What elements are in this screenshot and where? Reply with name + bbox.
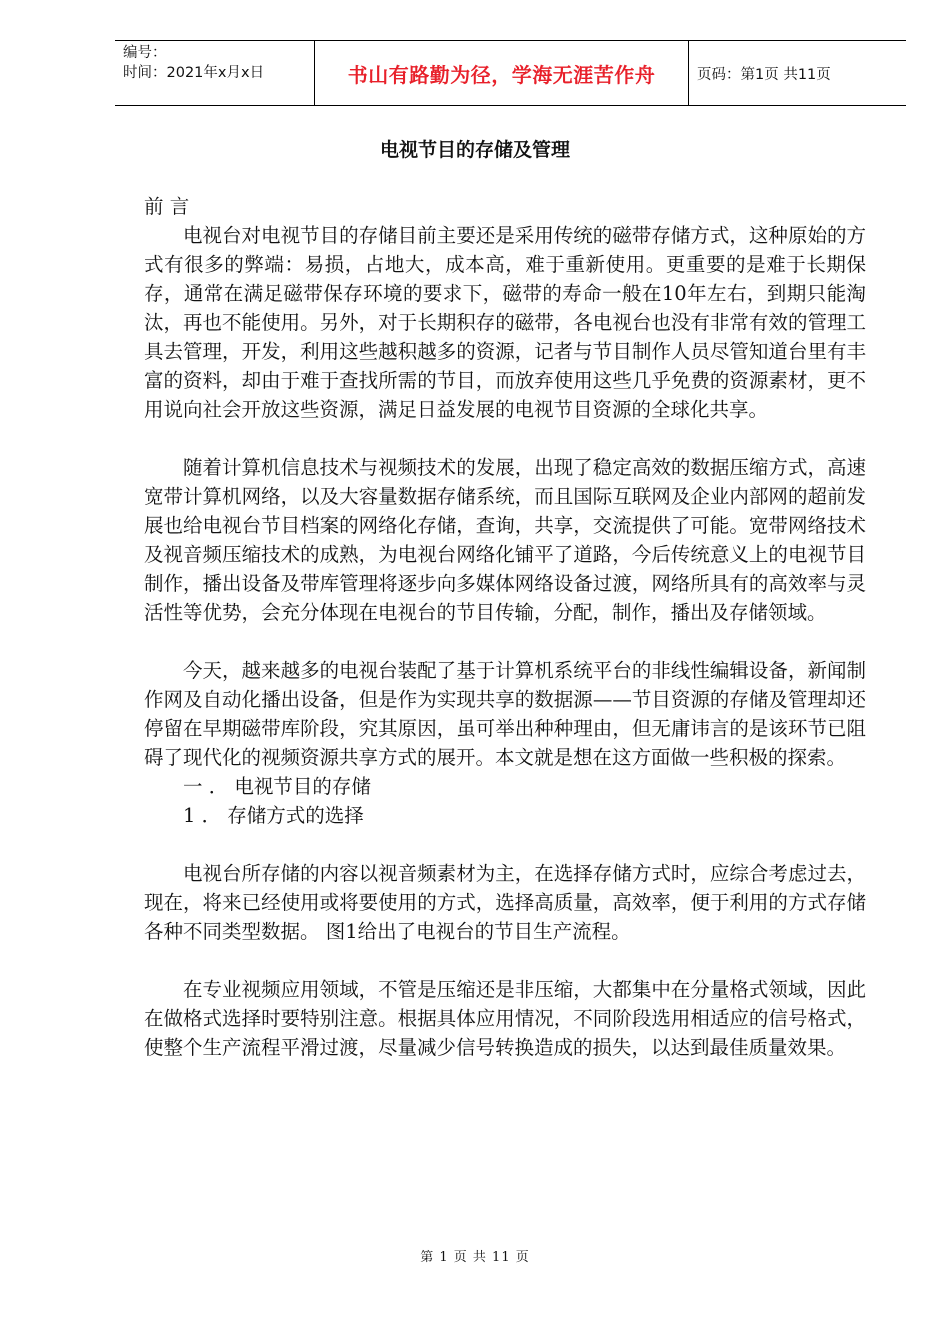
time-label: 时间：2021年x月x日 bbox=[123, 65, 265, 81]
paragraph-3: 今天，越来越多的电视台装配了基于计算机系统平台的非线性编辑设备，新闻制作网及自动化播出设备，但是作为实现共享的数据源——节目资源的存储及管理却还停留在早期磁带库阶段，究其原因，虽可举出种种理由，但无庸讳言的是该环节已阻碍了现代化的视频资源共享方式的展开。本文就是想在这方面做一些积极的探索。 bbox=[144, 659, 866, 769]
preface-heading: 前 言 bbox=[144, 195, 190, 218]
document-body bbox=[144, 192, 866, 1062]
page-footer: 第 1 页 共 11 页 bbox=[420, 1250, 530, 1265]
header-meta bbox=[115, 41, 315, 105]
header-table bbox=[115, 40, 906, 106]
paragraph-5: 在专业视频应用领域，不管是压缩还是非压缩，大都集中在分量格式领域，因此在做格式选择时要特别注意。根据具体应用情况，不同阶段选用相适应的信号格式，使整个生产流程平滑过渡，尽量减少信号转换造成的损失，以达到最佳质量效果。 bbox=[144, 978, 866, 1059]
subsection-heading: 1 ． 存储方式的选择 bbox=[183, 804, 364, 827]
section-heading: 一 ． 电视节目的存储 bbox=[183, 775, 371, 798]
number-label: 编号： bbox=[123, 45, 167, 61]
document-title: 电视节目的存储及管理 bbox=[379, 139, 570, 161]
header-page-info: 页码：第1页 共11页 bbox=[697, 66, 831, 83]
paragraph-4: 电视台所存储的内容以视音频素材为主，在选择存储方式时，应综合考虑过去，现在，将来已经使用或将要使用的方式，选择高质量，高效率，便于利用的方式存储各种不同类型数据。 图1给出了电视台的节目生产流程。 bbox=[144, 862, 866, 943]
header-motto: 书山有路勤为径，学海无涯苦作舟 bbox=[315, 41, 689, 105]
paragraph-2: 随着计算机信息技术与视频技术的发展，出现了稳定高效的数据压缩方式，高速宽带计算机网络，以及大容量数据存储系统，而且国际互联网及企业内部网的超前发展也给电视台节目档案的网络化存储，查询，共享，交流提供了可能。宽带网络技术及视音频压缩技术的成熟，为电视台网络化铺平了道路，今后传统意义上的电视节目制作，播出设备及带库管理将逐步向多媒体网络设备过渡，网络所具有的高效率与灵活性等优势，会充分体现在电视台的节目传输，分配，制作，播出及存储领域。 bbox=[144, 456, 866, 624]
paragraph-1: 电视台对电视节目的存储目前主要还是采用传统的磁带存储方式，这种原始的方式有很多的弊端：易损，占地大，成本高，难于重新使用。更重要的是难于长期保存，通常在满足磁带保存环境的要求下，磁带的寿命一般在10年左右，到期只能淘汰，再也不能使用。另外，对于长期积存的磁带，各电视台也没有非常有效的管理工具去管理，开发，利用这些越积越多的资源，记者与节目制作人员尽管知道台里有丰富的资料，却由于难于查找所需的节目，而放弃使用这些几乎免费的资源素材，更不用说向社会开放这些资源，满足日益发展的电视节目资源的全球化共享。 bbox=[144, 224, 866, 421]
